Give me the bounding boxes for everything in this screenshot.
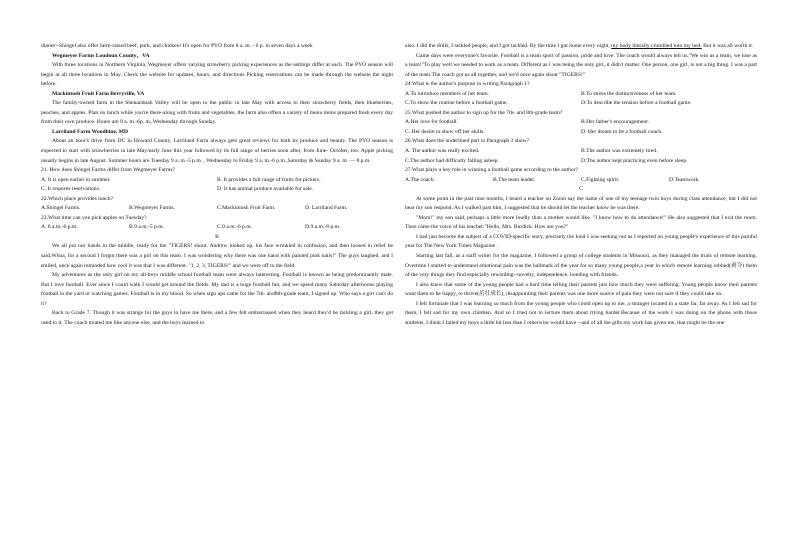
option-c: C.9 a.m.-6 p.m. xyxy=(217,224,252,231)
option-a: A.The coach. xyxy=(405,176,435,183)
option-d: D.To describe the tension before a football game. xyxy=(581,100,692,107)
continuation-end: But it was all worth it. xyxy=(701,43,754,49)
passage-a-continuation: dinner--Shingel also offer farm-raised beef, pork, and chicken! It's open for PYO from 8 a. m. - 6 p. m seven days a week xyxy=(41,43,313,49)
option-b: B. It provides a full range of fruits for pickers. xyxy=(217,176,321,183)
option-b: B.Her father's encouragement. xyxy=(581,119,650,126)
option-a: A.Shingel Farms. xyxy=(41,205,81,212)
question-26: 26.What does the underlined part in Paragraph 3 show? xyxy=(405,138,530,145)
question-25: 25.What pushed the author to sign up for the 7th- and 8th-grade team? xyxy=(405,109,563,116)
question-25-options xyxy=(405,118,757,128)
question-24: 24.What is the author's purpose in writing Paragraph 1? xyxy=(405,81,530,88)
option-a: A.Her love for football. xyxy=(405,119,458,126)
passage-b-paragraph-2: My adventures as the only girl on my all-boys middle school football team were always interesting. Football is known as being predominantly male. But I love football. Ever since I could walk I would get around the fields. My dad is a huge football fan, and we spend many Saturday afternoons playing football in the yard or watching games. Football is in my blood. So when sign ups came for the 7th- and8th-grade team, I signed up. Who says a girl can't do it? xyxy=(41,272,393,307)
question-25-options-2 xyxy=(405,128,757,138)
passage-c-paragraph-4: Starting last fall, as a staff writer for the magazine, I followed a group of college students in Missouri, as they managed the trials of remote learning. Overtime I started to understand emotional pain was the hallmark of the year for so many young people,a year in which remote learning robbed(剥夺) them of the very things they find especially rewarding--novelty, independence, bonding with friends. xyxy=(405,253,757,279)
question-26-options-2 xyxy=(405,157,757,167)
question-27-options xyxy=(405,176,757,186)
question-21-options-2 xyxy=(41,185,393,195)
option-c: C.To show the routine before a football game. xyxy=(405,100,508,107)
option-a: A. It is open earlier in summer. xyxy=(41,176,111,183)
option-a: A.To introduce members of her team. xyxy=(405,90,489,97)
passage-b-paragraph-3: Back to Grade 7. Though it was strange for the guys to have me there, and a few felt embarrassed when they heard they'd be tackling a girl, they got used to it. The coach treated me like anyone else, and the boys learned to xyxy=(41,310,393,326)
option-c: C.Mackintosh Fruit Farm. xyxy=(217,205,276,212)
option-d: D.9 a.m.-8 p.m. xyxy=(305,224,341,231)
section-b-heading: B xyxy=(215,233,219,240)
question-23-options xyxy=(41,223,393,233)
option-a: A. The author was really excited. xyxy=(405,148,480,155)
continuation-text: also. I did the drills, I tackled people, and I got tackled. By the time I got home every night, xyxy=(405,43,610,49)
option-c: C. Her desire to show off her skills. xyxy=(405,128,485,135)
option-a: A. 8 a.m.-6 p.m. xyxy=(41,224,78,231)
passage-b-continuation xyxy=(405,42,757,52)
passage-c-paragraph-1: At some point in the past nine months, I heard a teacher on Zoom say the name of one of my teenage twin boys during class attendance, but I did not hear my son respond. As I walked past him, I suggested that he should let the teacher know he was there. xyxy=(405,195,757,212)
question-21: 21. How does Shingel Farms differ from Wegmeyer Farms? xyxy=(41,167,176,174)
farm-paragraph-larriland: About an hour's drive from DC in Howard County, Larriland Farm always gets great reviews for both its produce and beauty. The PYO season is expected to start with strawberries in late May/early June this year followed by its full range of berries soon after, from June- October, too. Apple picking usually begins in late August. Summer hours are Tuesday 9 a. m.-5 p.m. , Wednesday to Friday 9 a. m.-6 p.m.,Saturday & Sunday 9 a. m. — 8 p.m. xyxy=(41,138,393,164)
option-d: D. Larriland Farm. xyxy=(305,205,348,212)
passage-b-paragraph-1: We all put our hands in the middle, ready for the "TIGERS! shout. Andrew looked up, his face wrinkled in confusion, and then loosed in relief he said,Whoa, for a second I forgot there was a girl on this team. I was wondering why there was one hand with painted pink nails!" The guys laughed, and I smiled, once again reminded how cool it was that I was different. "1, 2, 3, TIGERS!" and we were off to the field. xyxy=(41,243,393,269)
passage-c-paragraph-5: I also knew that some of the young people had a hard time telling their parents just how much they were suffering. Young people know their parents want them to be happy, to thrive(茁壮成长), disappointing their parents was one more source of pain they were not sure if they could take on. xyxy=(405,281,757,298)
option-d: D.Teamwork. xyxy=(669,176,700,183)
farm-heading-wegmeyer: Wegmeyer Farms Loudoun County，VA xyxy=(52,52,150,59)
question-21-options xyxy=(41,176,393,186)
passage-c-paragraph-2: "Mom!" my son said, perhaps a little more loudly than a mother would like. "I know how to do attendance!" He also suggested that I exit the room. Then came the voice of his teacher:"Hello, Mrs. Burdick. How are you?" xyxy=(405,214,757,231)
question-22-options xyxy=(41,204,393,214)
option-c: C. It requires reservations. xyxy=(41,186,101,193)
farm-heading-larriland: Larriland Farm Woodbine, MD xyxy=(52,128,129,135)
right-column xyxy=(405,42,757,328)
farm-paragraph-wegmeyer: With three locations in Northern Virginia, Wegmeyer offers varying strawberry picking experiences as the settings differ at each. The PYO season will begin at all three locations in May. Check the website for updates, hours, and directions Picking reservations can be made through the website the night before. xyxy=(41,62,393,88)
question-27: 27.What plays a key role in winning a football game according to the author? xyxy=(405,167,579,174)
section-c-heading: C xyxy=(579,186,583,193)
passage-b-paragraph-4: Game days were everyone's favorite. Football is a team sport of passion, pride and love. The coach would always tell us,"We win as a team, we lose as a team!"To play well we needed to work as a team. Different as I was being the only girl, it didn't matter. One person, one girl, is not a big thing. I was a part of the team.The coach got us all together, and we'd once again shout "TIGERS!" xyxy=(405,52,757,78)
option-c: C.Fighting spirit. xyxy=(581,176,620,183)
question-26-options xyxy=(405,147,757,157)
option-b: B.Wegmeyer Farms. xyxy=(129,205,175,212)
option-d: D. It has animal produce available for sale. xyxy=(217,186,314,193)
farm-heading-mackintosh: Mackintosh Fruit Farm Berryville, VA xyxy=(52,90,145,97)
passage-c-paragraph-6: I felt fortunate that I was learning so much from the young people who could open up to me, a stranger located in a state far, far away. As I felt sad for them, I felt sad for my own children. And so I tried not to lecture them about trying harder.Because of the work I was doing on the phone with those students, I think I failed my boys a little bit less than I otherwise would have --and of all the gifts my work has given me, that might be the one xyxy=(405,300,757,326)
option-b: B.9 a.m.-5 p.m. xyxy=(129,224,164,231)
question-24-options-2 xyxy=(405,99,757,109)
option-d: D.The author kept practicing even before sleep. xyxy=(581,157,688,164)
passage-c-paragraph-3: I had just become the subject of a COVID-specific story, precisely the kind I was seeking out as I reported on young people's experience of this painful year for The New York Times Magazine . xyxy=(405,233,757,250)
underlined-phrase: my body literally crumbled into my bed. xyxy=(611,43,702,49)
farm-paragraph-mackintosh: The family-owned farm in the Shenandoah Valley will be open to the public in late May with access to their strawberry fields, then blueberries, peaches, and apples. Plan on lunch while you're there-along with fruits and vegetables, the farm also offers a variety of menu items prepared fresh every day from their own produce. Hours are 8 a. m.-6p. m.,Wednesday through Sunday. xyxy=(41,100,393,126)
question-24-options xyxy=(405,90,757,100)
option-c: C.The author had difficulty falling asleep. xyxy=(405,157,499,164)
option-b: B.The author was extremely tired. xyxy=(581,148,658,155)
left-column xyxy=(41,42,393,328)
option-d: D. Her dream to be a football coach. xyxy=(581,128,663,135)
option-b: B.To stress the distinctiveness of her team. xyxy=(581,90,677,97)
option-b: B.The team leader. xyxy=(493,176,536,183)
question-22: 22.Which place provides lunch? xyxy=(41,195,114,202)
question-23: 23.What time can you pick apples on Tuesday? xyxy=(41,214,147,221)
